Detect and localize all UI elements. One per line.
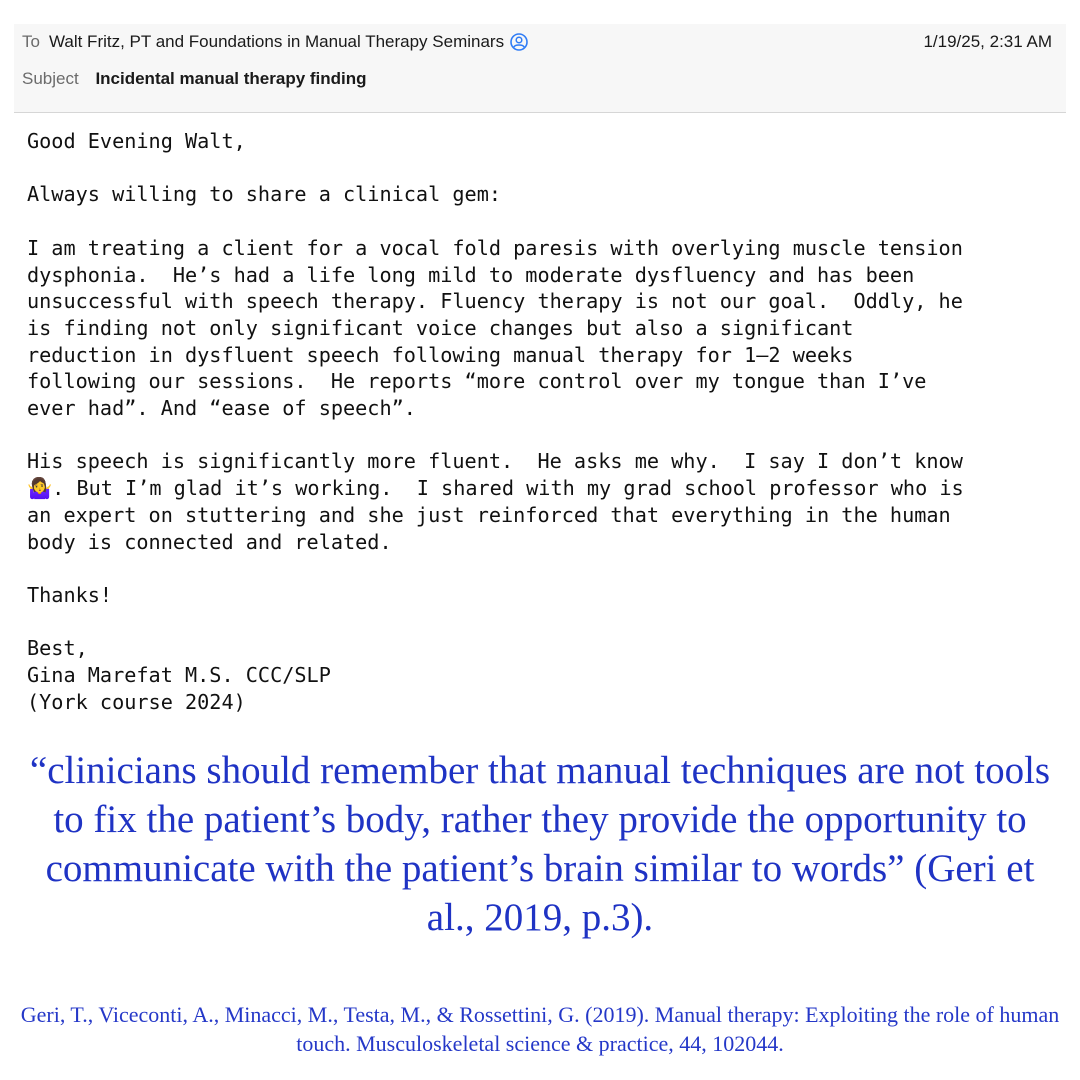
quote-text: “clinicians should remember that manual techniques are not tools to fix the patient’s body, rather they provide the opportunity to communicate with the patient’s brain similar to words” (Geri et al., 2019, p.3). [29, 749, 1051, 939]
contact-person-icon[interactable] [510, 33, 528, 51]
subject-row [22, 69, 367, 89]
to-label: To [22, 32, 40, 51]
email-date: 1/19/25, 2:31 AM [923, 32, 1052, 51]
recipients[interactable]: Walt Fritz, PT and Foundations in Manual Therapy Seminars [48, 32, 505, 51]
subject-text: Incidental manual therapy finding [95, 69, 367, 88]
email-body: Good Evening Walt, Always willing to share a clinical gem: I am treating a client for a vocal fold paresis with overlying muscle tension dysphonia. He’s had a life long mild to moderate dysfluency and has been unsuccessful with speech therapy. Fluency therapy is not our goal. Oddly, he is finding not only significant voice changes but also a significant reduction in dysfluent speech following manual therapy for 1–2 weeks following our sessions. He reports “more control over my tongue than I’ve ever had”. And “ease of speech”. His speech is significantly more fluent. He asks me why. I say I don’t know 🤷‍♀️. But I’m glad it’s working. I shared with my grad school professor who is an expert on stuttering and she just reinforced that everything in the human body is connected and related. Thanks! Best, Gina Marefat M.S. CCC/SLP (York course 2024) [27, 129, 964, 714]
subject-label: Subject [22, 69, 79, 88]
to-row [22, 32, 528, 52]
citation-text: Geri, T., Viceconti, A., Minacci, M., Testa, M., & Rossettini, G. (2019). Manual therapy: Exploiting the role of human touch. Musculoskeletal science & practice, 44, 102044. [20, 1002, 1060, 1056]
email-header [14, 24, 1066, 113]
